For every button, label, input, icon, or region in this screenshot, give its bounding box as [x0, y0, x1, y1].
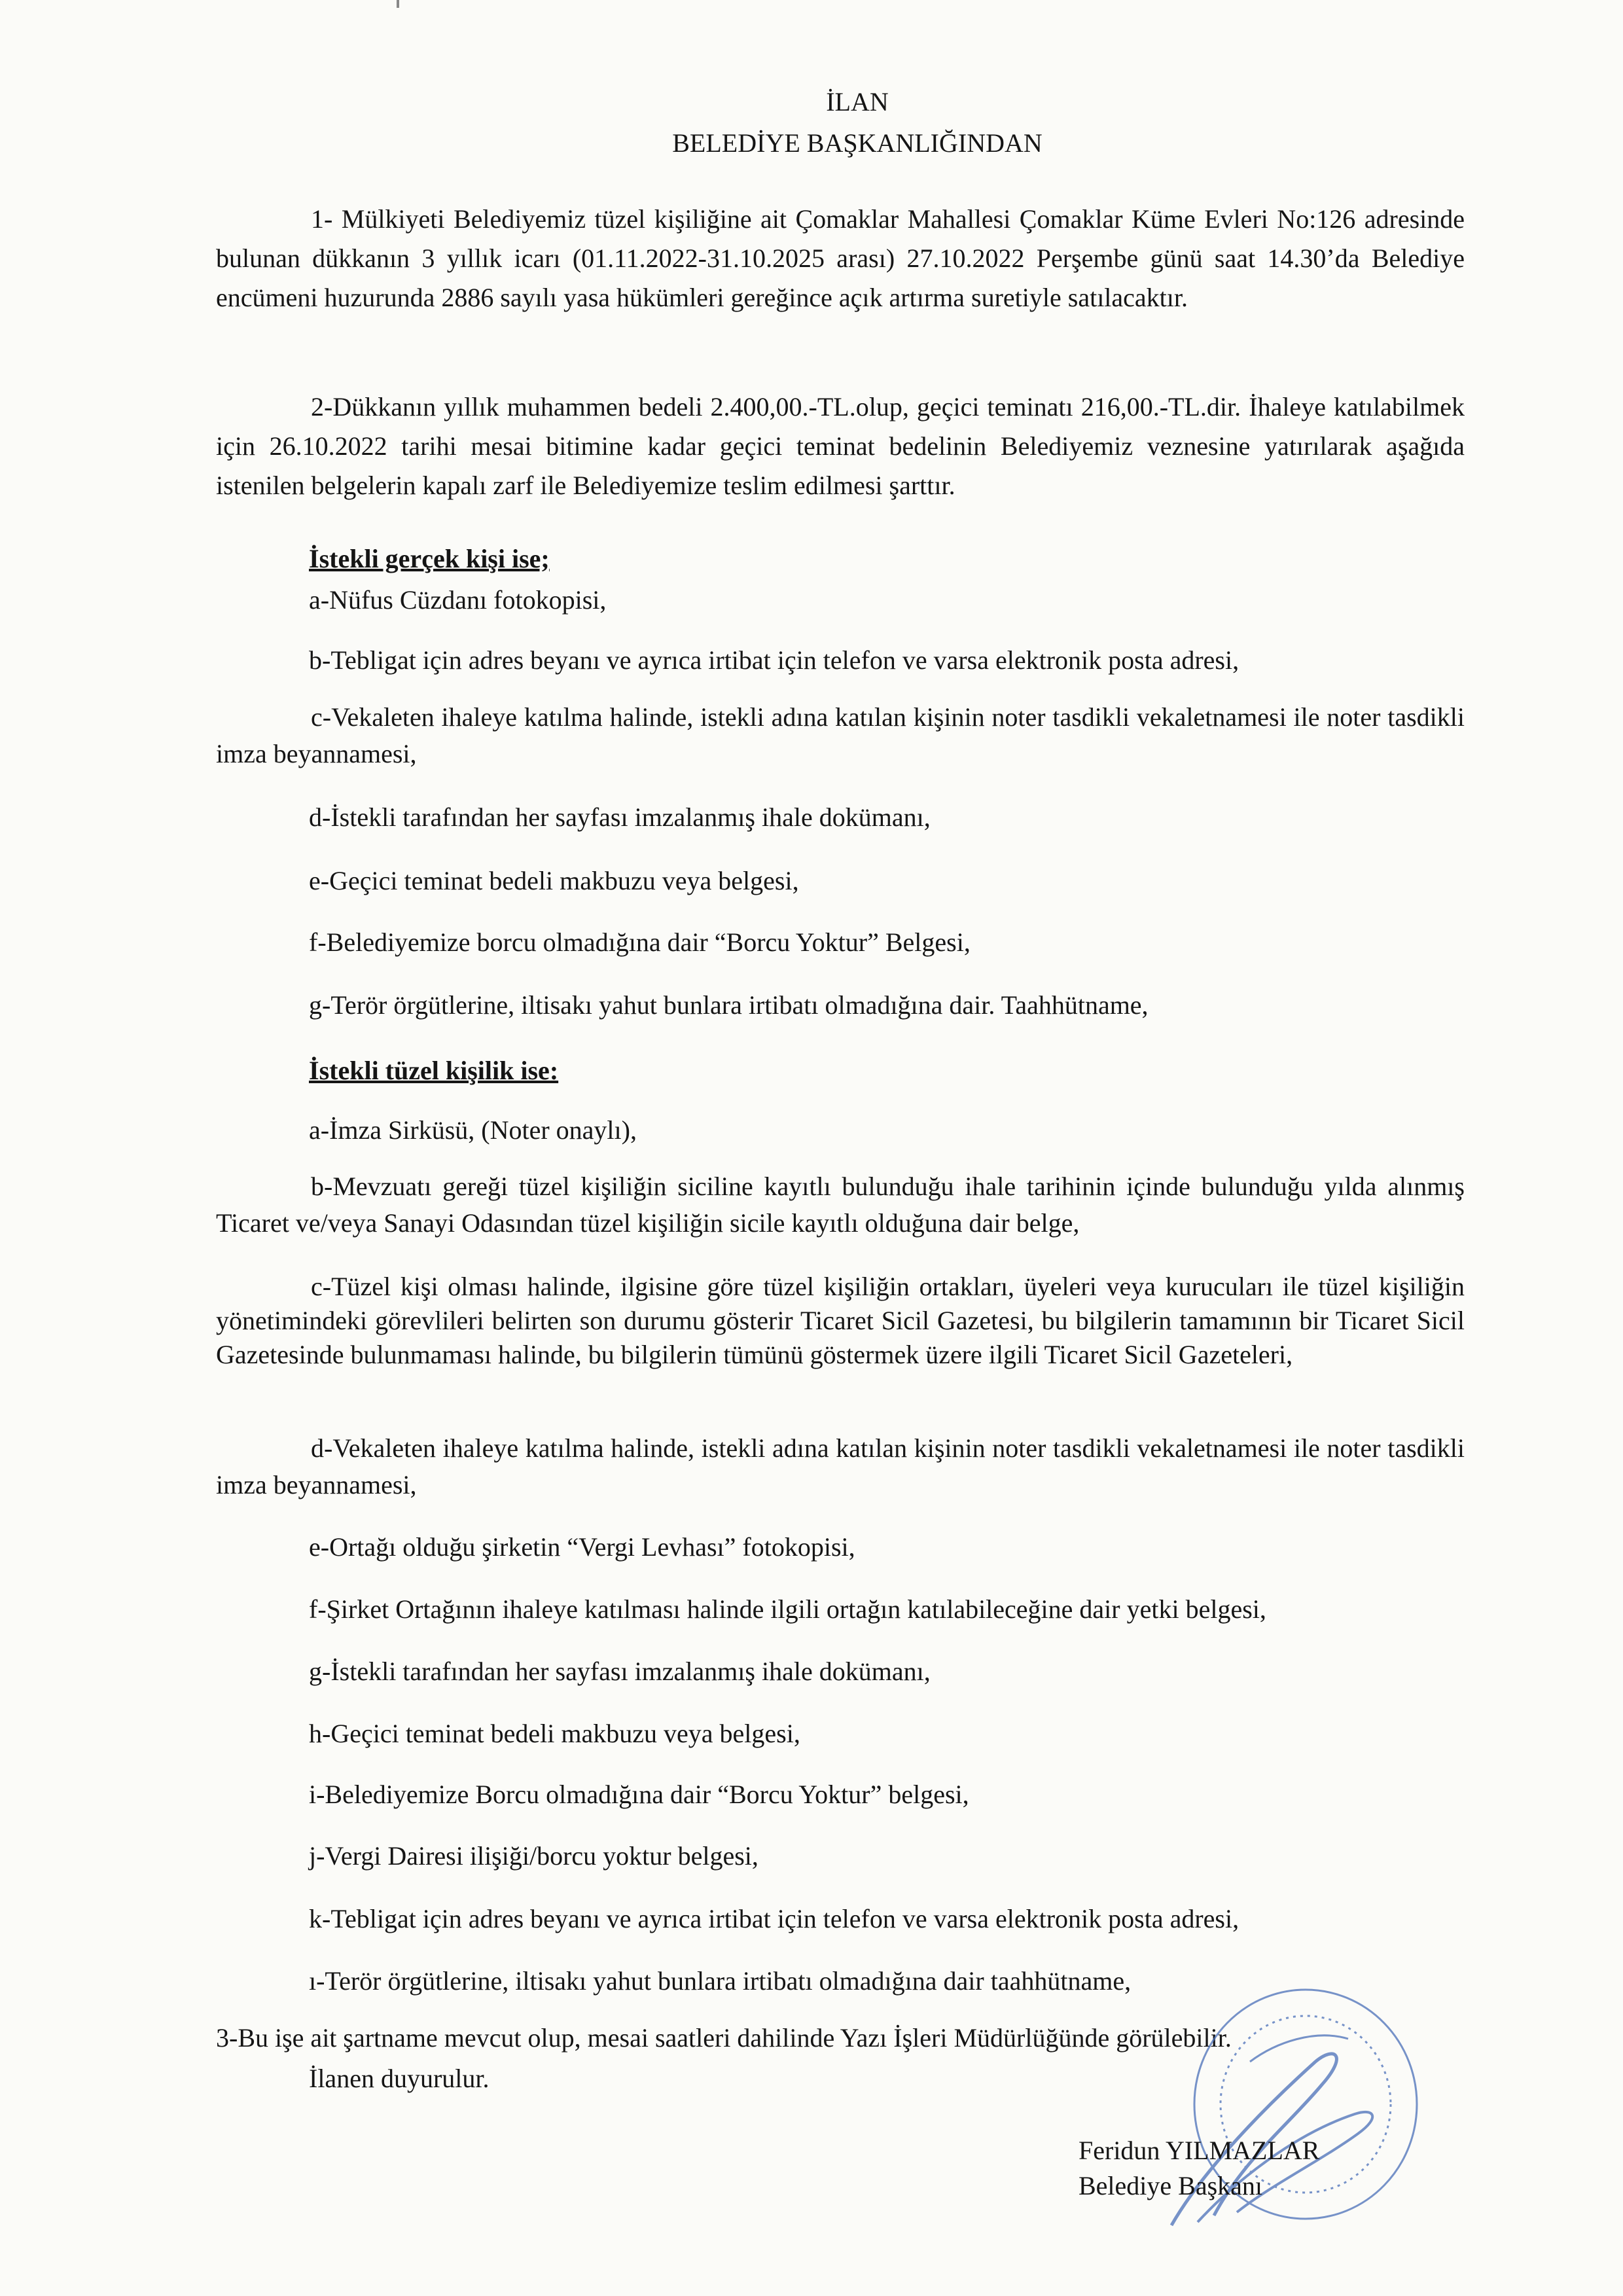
- real-person-item-c: c-Vekaleten ihaleye katılma halinde, istekli adına katılan kişinin noter tasdikli vekaletnamesi ile noter tasdikli imza beyannamesi,: [216, 702, 1465, 768]
- real-person-item-g: g-Terör örgütlerine, iltisakı yahut bunlara irtibatı olmadığına dair. Taahhütname,: [309, 990, 1149, 1020]
- legal-entity-item-k: k-Tebligat için adres beyanı ve ayrıca irtibat için telefon ve varsa elektronik posta adresi,: [309, 1904, 1240, 1933]
- document-title: İLAN: [826, 87, 889, 117]
- legal-entity-item-a: a-İmza Sirküsü, (Noter onaylı),: [309, 1115, 637, 1145]
- real-person-heading: İstekli gerçek kişi ise;: [309, 544, 550, 573]
- legal-entity-item-f: f-Şirket Ortağının ihaleye katılması halinde ilgili ortağın katılabileceğine dair yetki belgesi,: [309, 1594, 1266, 1624]
- real-person-item-e: e-Geçici teminat bedeli makbuzu veya belgesi,: [309, 866, 799, 895]
- paragraph-2: 2-Dükkanın yıllık muhammen bedeli 2.400,00.-TL.olup, geçici teminatı 216,00.-TL.dir. İhaleye katılabilmek için 26.10.2022 tarihi mesai bitimine kadar geçici teminat bedelinin Belediyemiz veznesine yatırılarak aşağıda istenilen belgelerin kapalı zarf ile Belediyemize teslim edilmesi şarttır.: [216, 392, 1465, 500]
- legal-entity-heading: İstekli tüzel kişilik ise:: [309, 1056, 559, 1085]
- real-person-item-a: a-Nüfus Cüzdanı fotokopisi,: [309, 585, 607, 615]
- legal-entity-item-i: i-Belediyemize Borcu olmadığına dair “Borcu Yoktur” belgesi,: [309, 1780, 969, 1809]
- legal-entity-item-h: h-Geçici teminat bedeli makbuzu veya belgesi,: [309, 1719, 800, 1748]
- scan-artifact: [397, 0, 399, 8]
- legal-entity-item-b: b-Mevzuatı gereği tüzel kişiliğin siciline kayıtlı bulunduğu ihale tarihinin içinde bulunduğu yılda alınmış Ticaret ve/veya Sanayi Odasından tüzel kişiliğin sicile kayıtlı olduğuna dair belge,: [216, 1172, 1465, 1238]
- legal-entity-item-g: g-İstekli tarafından her sayfası imzalanmış ihale dokümanı,: [309, 1657, 931, 1686]
- signatory-title: Belediye Başkanı: [1079, 2171, 1263, 2200]
- real-person-item-b: b-Tebligat için adres beyanı ve ayrıca irtibat için telefon ve varsa elektronik posta adresi,: [309, 645, 1240, 675]
- specification-note: 3-Bu işe ait şartname mevcut olup, mesai saatleri dahilinde Yazı İşleri Müdürlüğünde görülebilir.: [216, 2023, 1232, 2053]
- real-person-item-d: d-İstekli tarafından her sayfası imzalanmış ihale dokümanı,: [309, 802, 931, 832]
- document-subtitle: BELEDİYE BAŞKANLIĞINDAN: [672, 128, 1043, 158]
- legal-entity-item-j: j-Vergi Dairesi ilişiği/borcu yoktur belgesi,: [309, 1841, 758, 1871]
- legal-entity-item-d: d-Vekaleten ihaleye katılma halinde, istekli adına katılan kişinin noter tasdikli vekaletnamesi ile noter tasdikli imza beyannamesi,: [216, 1433, 1465, 1499]
- legal-entity-item-c: c-Tüzel kişi olması halinde, ilgisine göre tüzel kişiliğin ortakları, üyeleri veya kurucuları ile tüzel kişiliğin yönetimindeki görevlileri belirten son durumu gösterir Ticaret Sicil Gazetesi, bu bilgilerin tamamının bir Ticaret Sicil Gazetesinde bulunmaması halinde, bu bilgilerin tümünü göstermek üzere ilgili Ticaret Sicil Gazeteleri,: [216, 1272, 1465, 1369]
- announcement-line: İlanen duyurulur.: [309, 2064, 490, 2093]
- legal-entity-item-l: ı-Terör örgütlerine, iltisakı yahut bunlara irtibatı olmadığına dair taahhütname,: [309, 1966, 1132, 1996]
- legal-entity-item-e: e-Ortağı olduğu şirketin “Vergi Levhası” fotokopisi,: [309, 1532, 855, 1562]
- paragraph-1: 1- Mülkiyeti Belediyemiz tüzel kişiliğine ait Çomaklar Mahallesi Çomaklar Küme Evleri No:126 adresinde bulunan dükkanın 3 yıllık icarı (01.11.2022-31.10.2025 arası) 27.10.2022 Perşembe günü saat 14.30’da Belediye encümeni huzurunda 2886 sayılı yasa hükümleri gereğince açık artırma suretiyle satılacaktır.: [216, 204, 1465, 312]
- signature-stroke-2: [1198, 2112, 1372, 2222]
- real-person-item-f: f-Belediyemize borcu olmadığına dair “Borcu Yoktur” Belgesi,: [309, 927, 971, 957]
- signatory-name: Feridun YILMAZLAR: [1079, 2136, 1320, 2165]
- signature-stroke-3: [1250, 2036, 1348, 2062]
